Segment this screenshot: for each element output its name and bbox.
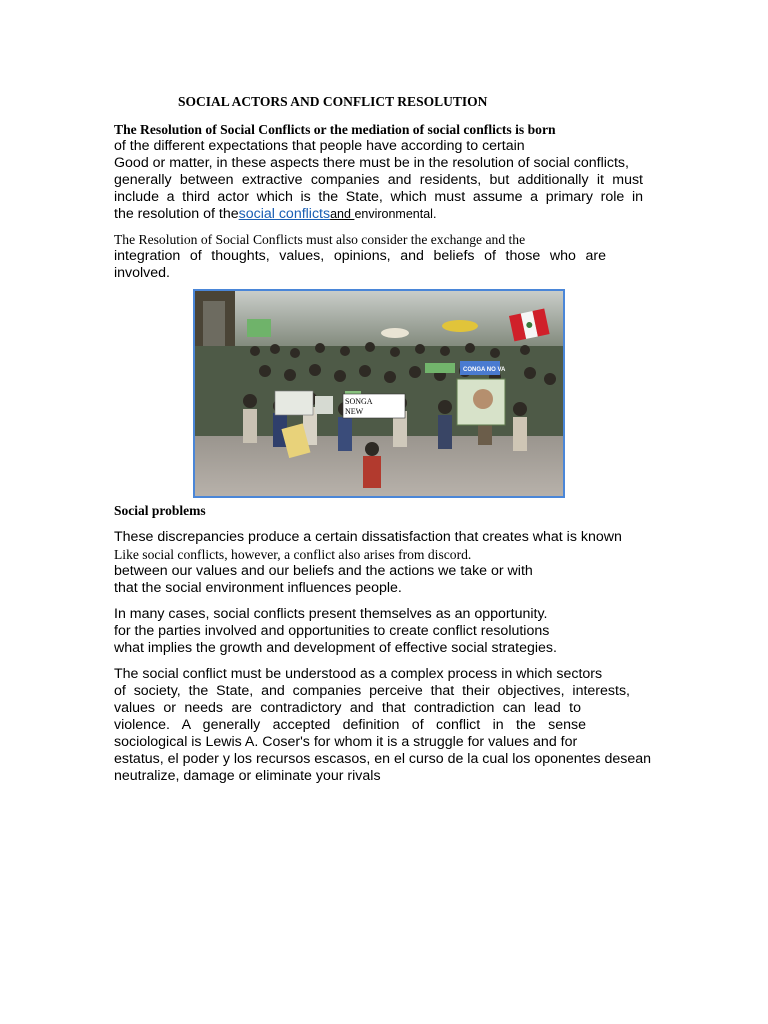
social-conflicts-link[interactable]: social conflicts — [238, 206, 331, 222]
protest-crowd-image — [193, 289, 565, 498]
protest-sign-line1: SONGA — [345, 397, 373, 406]
para5-line2: of society, the State, and companies perceive that their objectives, interests, — [114, 683, 630, 699]
para5-line4: violence. A generally accepted definition of conflict in the sense — [114, 717, 586, 733]
para1-line6 — [114, 206, 436, 223]
para4-line1: In many cases, social conflicts present themselves as an opportunity. — [114, 606, 548, 622]
conga-banner-text: CONGA NO VA — [463, 367, 506, 373]
para1-line6-suffix: environmental. — [354, 207, 437, 221]
protest-sign-line2: NEW — [345, 407, 364, 416]
social-problems-line3: between our values and our beliefs and the actions we take or with — [114, 563, 533, 579]
social-problems-line2: Like social conflicts, however, a conflict also arises from discord. — [114, 547, 472, 562]
page-title: SOCIAL ACTORS AND CONFLICT RESOLUTION — [178, 94, 488, 109]
crowd-illustration — [195, 291, 563, 496]
para1-line6-mid: and — [330, 207, 355, 221]
para2-line3: involved. — [114, 265, 170, 281]
para1-line3: Good or matter, in these aspects there must be in the resolution of social conflicts, — [114, 155, 629, 171]
para5-line6: estatus, el poder y los recursos escasos, en el curso de la cual los oponentes desean — [114, 751, 652, 767]
section-heading-social-problems: Social problems — [114, 503, 206, 518]
para5-line5: sociological is Lewis A. Coser's for whom it is a struggle for values and for — [114, 734, 578, 750]
para2-line1: The Resolution of Social Conflicts must also consider the exchange and the — [114, 232, 526, 247]
para5-line3: values or needs are contradictory and that contradiction can lead to — [114, 700, 581, 716]
para5-line7: neutralize, damage or eliminate your rivals — [114, 768, 381, 784]
para1-line5: include a third actor which is the State, which must assume a primary role in — [114, 189, 643, 205]
social-problems-line1: These discrepancies produce a certain dissatisfaction that creates what is known — [114, 529, 622, 545]
para4-line3: what implies the growth and development of effective social strategies. — [114, 640, 557, 656]
para2-line2: integration of thoughts, values, opinions, and beliefs of those who are — [114, 248, 606, 264]
para1-line6-prefix: the resolution of the — [114, 206, 239, 222]
para1-line2: of the different expectations that people have according to certain — [114, 138, 525, 154]
para1-line4: generally between extractive companies and residents, but additionally it must — [114, 172, 643, 188]
para5-line1: The social conflict must be understood as a complex process in which sectors — [114, 666, 603, 682]
social-problems-line4: that the social environment influences people. — [114, 580, 402, 596]
para1-line1: The Resolution of Social Conflicts or the mediation of social conflicts is born — [114, 122, 556, 137]
para4-line2: for the parties involved and opportunities to create conflict resolutions — [114, 623, 550, 639]
